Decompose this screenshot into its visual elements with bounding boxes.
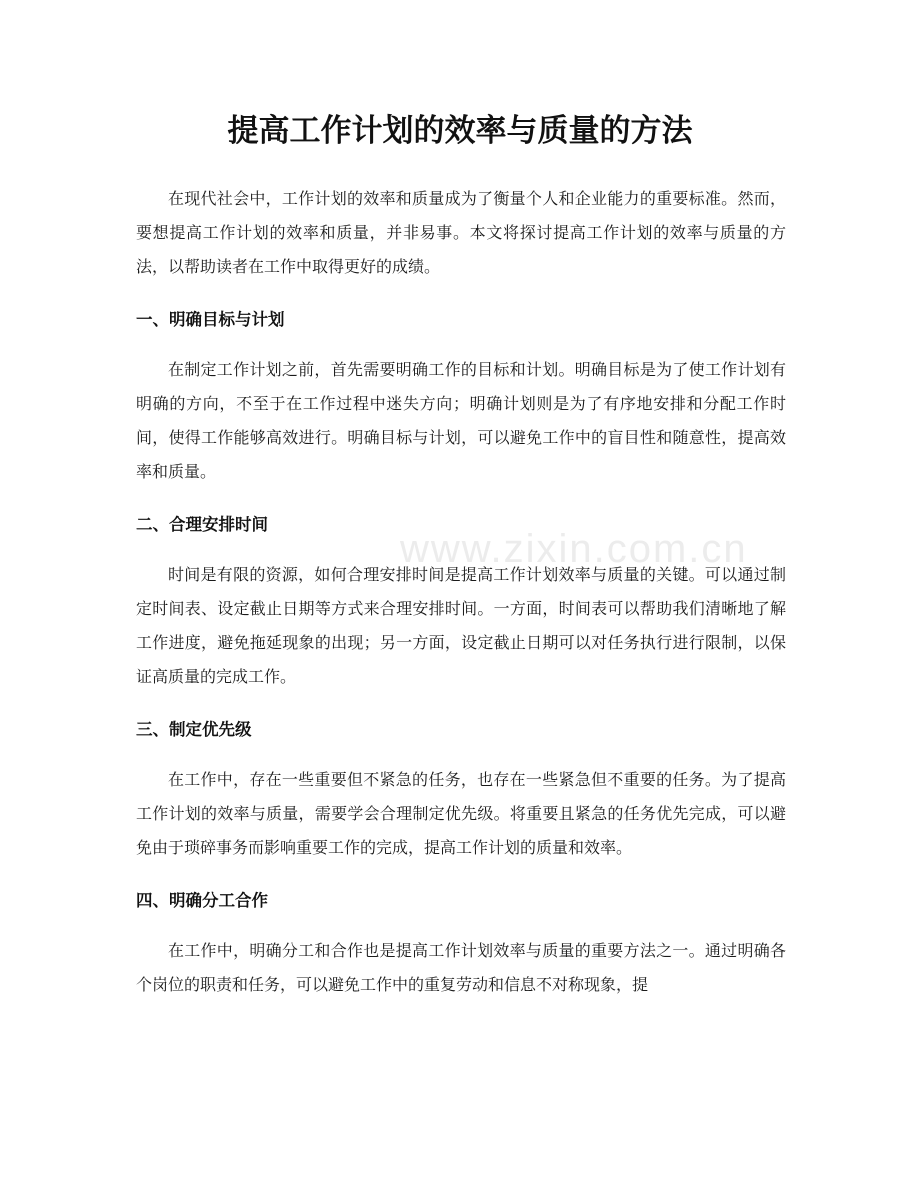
document-body	[136, 182, 786, 1002]
section-heading-4: 四、明确分工合作	[136, 891, 268, 910]
section-heading-1: 一、明确目标与计划	[136, 310, 285, 329]
document-title: 提高工作计划的效率与质量的方法	[227, 113, 693, 149]
section-heading-2: 二、合理安排时间	[136, 515, 268, 534]
section-paragraph-2: 时间是有限的资源，如何合理安排时间是提高工作计划效率与质量的关键。可以通过制定时间表、设定截止日期等方式来合理安排时间。一方面，时间表可以帮助我们清晰地了解工作进度，避免拖延现象的出现；另一方面，设定截止日期可以对任务执行进行限制，以保证高质量的完成工作。	[136, 565, 786, 686]
section-paragraph-1: 在制定工作计划之前，首先需要明确工作的目标和计划。明确目标是为了使工作计划有明确的方向，不至于在工作过程中迷失方向；明确计划则是为了有序地安排和分配工作时间，使得工作能够高效进行。明确目标与计划，可以避免工作中的盲目性和随意性，提高效率和质量。	[136, 360, 786, 481]
watermark: www.zixin.com.cn	[400, 527, 748, 571]
intro-paragraph: 在现代社会中，工作计划的效率和质量成为了衡量个人和企业能力的重要标准。然而，要想提高工作计划的效率和质量，并非易事。本文将探讨提高工作计划的效率与质量的方法，以帮助读者在工作中取得更好的成绩。	[136, 189, 786, 276]
section-paragraph-4: 在工作中，明确分工和合作也是提高工作计划效率与质量的重要方法之一。通过明确各个岗位的职责和任务，可以避免工作中的重复劳动和信息不对称现象，提	[136, 941, 786, 994]
section-heading-3: 三、制定优先级	[136, 720, 252, 739]
section-paragraph-3: 在工作中，存在一些重要但不紧急的任务，也存在一些紧急但不重要的任务。为了提高工作计划的效率与质量，需要学会合理制定优先级。将重要且紧急的任务优先完成，可以避免由于琐碎事务而影响重要工作的完成，提高工作计划的质量和效率。	[136, 770, 786, 857]
